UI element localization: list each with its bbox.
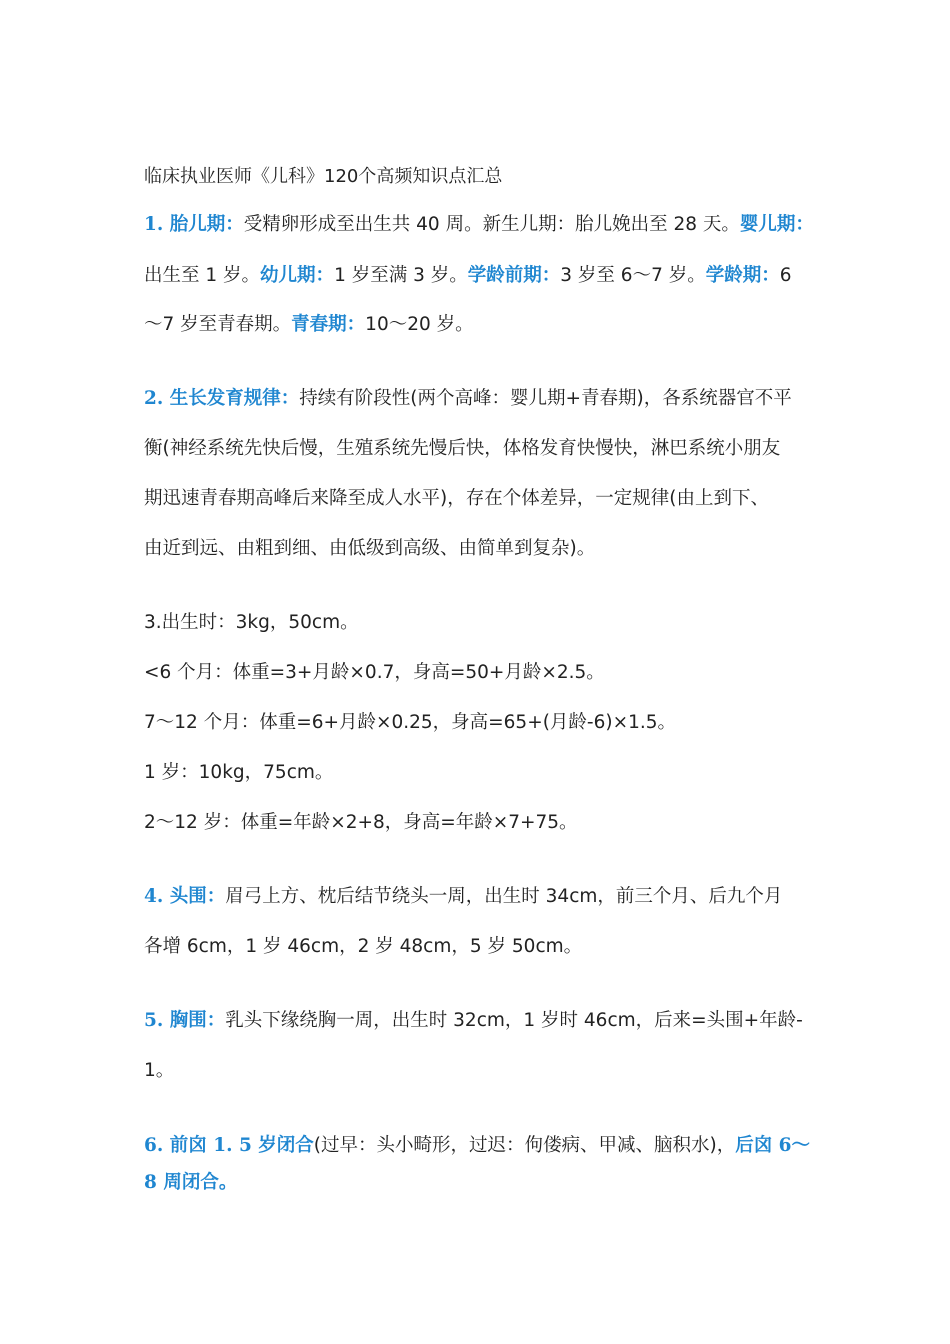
s1-line-2 <box>144 263 824 289</box>
s1-text-6: ～7 岁至青春期。 <box>144 314 292 335</box>
s2-heading: 2. 生长发育规律： <box>144 388 300 409</box>
s1-text-2: 出生至 1 岁。 <box>144 265 261 286</box>
s1-text-1: 受精卵形成至出生共 40 周。新生儿期：胎儿娩出至 28 天。 <box>243 214 740 235</box>
s2-line-3: 期迅速青春期高峰后来降至成人水平)，存在个体差异，一定规律(由上到下、 <box>144 488 769 509</box>
doc-title: 临床执业医师《儿科》120个高频知识点汇总 <box>144 166 503 187</box>
s6-heading: 6. 前囟 1. 5 岁闭合 <box>144 1135 314 1156</box>
s3-line-5: 2～12 岁：体重=年龄×2+8，身高=年龄×7+75。 <box>144 812 578 833</box>
s1-heading: 1. 胎儿期： <box>144 214 244 235</box>
s3-line-4: 1 岁：10kg，75cm。 <box>144 762 334 783</box>
s1-line-1 <box>144 212 824 238</box>
s4-heading: 4. 头围： <box>144 886 226 907</box>
s3-line-1: 3.出生时：3kg，50cm。 <box>144 612 359 633</box>
s3-line-2: <6 个月：体重=3+月龄×0.7，身高=50+月龄×2.5。 <box>144 662 605 683</box>
s1-heading-adolescence: 青春期： <box>291 314 366 335</box>
s4-text-1: 眉弓上方、枕后结节绕头一周，出生时 34cm，前三个月、后九个月 <box>225 886 783 907</box>
s5-line-2: 1。 <box>144 1060 175 1081</box>
s2-text-1: 持续有阶段性(两个高峰：婴儿期+青春期)，各系统器官不平 <box>299 388 792 409</box>
s2-line-2: 衡(神经系统先快后慢，生殖系统先慢后快，体格发育快慢快，淋巴系统小朋友 <box>144 438 781 459</box>
s1-text-5: 6 <box>779 265 792 286</box>
s1-line-3 <box>144 312 824 338</box>
s6-heading-posterior-cont: 8 周闭合。 <box>144 1172 238 1193</box>
s1-heading-toddler: 幼儿期： <box>260 265 335 286</box>
s6-text-1: (过早：头小畸形，过迟：佝偻病、甲减、脑积水)， <box>313 1135 736 1156</box>
s4-line-2: 各增 6cm，1 岁 46cm，2 岁 48cm，5 岁 50cm。 <box>144 936 583 957</box>
s5-text-1: 乳头下缘绕胸一周，出生时 32cm，1 岁时 46cm，后来=头围+年龄- <box>225 1010 803 1031</box>
s5-heading: 5. 胸围： <box>144 1010 226 1031</box>
s1-text-7: 10～20 岁。 <box>365 314 474 335</box>
s3-line-3: 7～12 个月：体重=6+月龄×0.25，身高=65+(月龄-6)×1.5。 <box>144 712 677 733</box>
s1-heading-school: 学龄期： <box>705 265 780 286</box>
s5-line-1 <box>144 1008 824 1034</box>
s4-line-1 <box>144 884 824 910</box>
s1-heading-infant: 婴儿期： <box>739 214 814 235</box>
s2-line-1 <box>144 386 824 412</box>
s1-heading-preschool: 学龄前期： <box>467 265 561 286</box>
s6-line-1 <box>144 1133 824 1159</box>
s6-heading-posterior: 后囟 6～ <box>735 1135 811 1156</box>
s1-text-4: 3 岁至 6～7 岁。 <box>560 265 706 286</box>
s2-line-4: 由近到远、由粗到细、由低级到高级、由简单到复杂)。 <box>144 538 596 559</box>
s6-line-2 <box>144 1170 824 1196</box>
s1-text-3: 1 岁至满 3 岁。 <box>334 265 468 286</box>
